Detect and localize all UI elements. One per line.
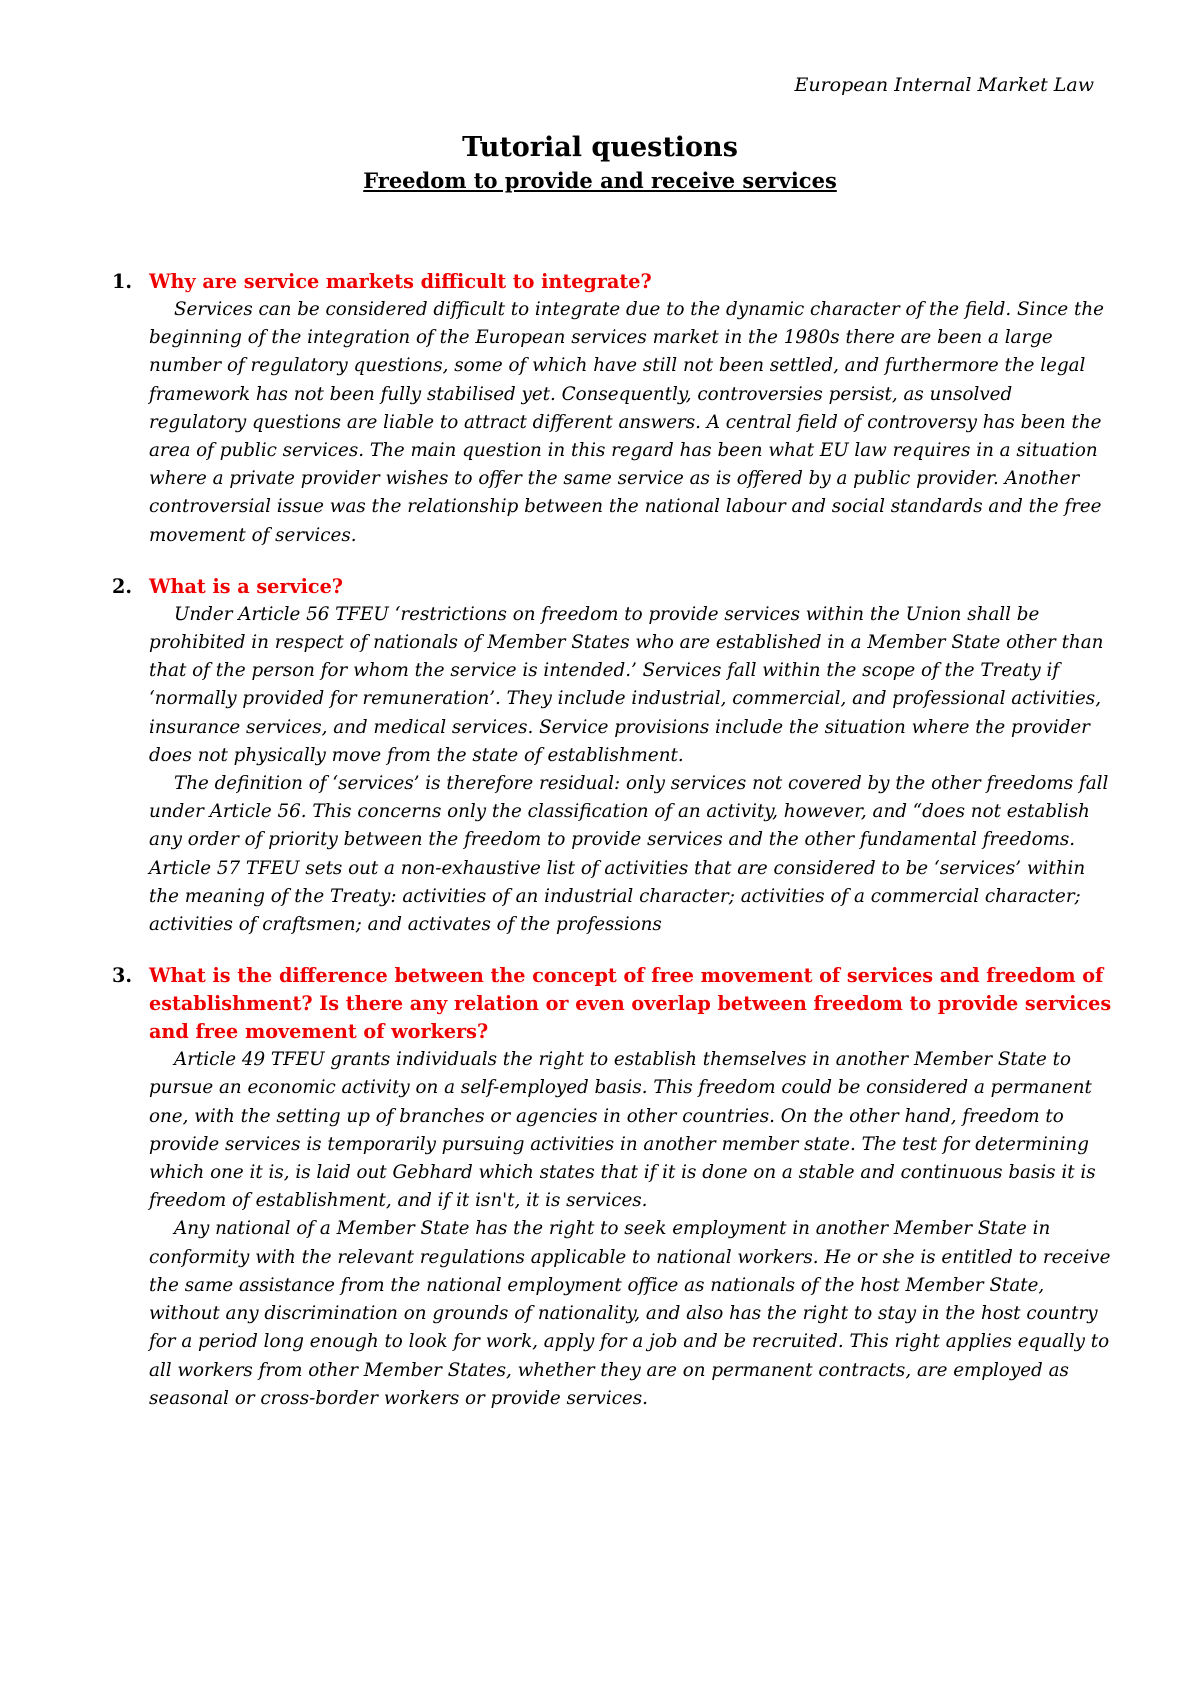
running-header: European Internal Market Law: [794, 74, 1094, 96]
page-subtitle: Freedom to provide and receive services: [363, 168, 837, 193]
question-text: What is a service?: [149, 574, 344, 598]
question-number: 3.: [112, 964, 133, 988]
question-list: [112, 268, 1112, 1436]
answer-paragraph: The definition of ‘services’ is therefore residual: only services not covered by the other freedoms fall under Article 56. This concerns only the classification of an activity, however, and “does not establish any order of priority between the freedom to provide services and the other fundamental freedoms. Article 57 TFEU sets out a non-exhaustive list of activities that are considered to be ‘services’ within the meaning of the Treaty: activities of an industrial character; activities of a commercial character; activities of craftsmen; and activates of the professions: [149, 773, 1109, 936]
question-text: What is the difference between the concept of free movement of services and freedom of establishment? Is there any relation or even overlap between freedom to provide services and free movement of workers?: [149, 964, 1112, 1044]
answer-paragraph: Under Article 56 TFEU ‘restrictions on freedom to provide services within the Union shall be prohibited in respect of nationals of Member States who are established in a Member State other than that of the person for whom the service is intended.’ Services fall within the scope of the Treaty if ‘normally provided for remuneration’. They include industrial, commercial, and professional activities, insurance services, and medical services. Service provisions include the situation where the provider does not physically move from the state of establishment.: [149, 603, 1104, 766]
question-number: 1.: [112, 270, 133, 293]
page-title: Tutorial questions: [462, 132, 738, 163]
question-number: 2.: [112, 574, 133, 598]
question-heading: [112, 962, 1112, 1046]
title-block: [0, 130, 1200, 196]
question-text: Why are service markets difficult to integrate?: [149, 270, 652, 293]
question-item: [112, 268, 1112, 550]
answer-paragraph: Article 49 TFEU grants individuals the right to establish themselves in another Member State to pursue an economic activity on a self-employed basis. This freedom could be considered a permanent one, with the setting up of branches or agencies in other countries. On the other hand, freedom to provide services is temporarily pursuing activities in another member state. The test for determining which one it is, is laid out Gebhard which states that if it is done on a stable and continuous basis it is freedom of establishment, and if it isn't, it is services.: [149, 1049, 1096, 1212]
question-heading: [112, 268, 1112, 296]
question-item: [112, 573, 1112, 939]
question-heading: [112, 573, 1112, 601]
question-item: [112, 962, 1112, 1413]
answer-paragraph: Services can be considered difficult to integrate due to the dynamic character of the field. Since the beginning of the integration of the European services market in the 1980s there are been a large number of regulatory questions, some of which have still not been settled, and furthermore the legal framework has not been fully stabilised yet. Consequently, controversies persist, as unsolved regulatory questions are liable to attract different answers. A central field of controversy has been the area of public services. The main question in this regard has been what EU law requires in a situation where a private provider wishes to offer the same service as is offered by a public provider. Another controversial issue was the relationship between the national labour and social standards and the free movement of services.: [149, 299, 1104, 546]
answer-paragraph: Any national of a Member State has the right to seek employment in another Member State in conformity with the relevant regulations applicable to national workers. He or she is entitled to receive the same assistance from the national employment office as nationals of the host Member State, without any discrimination on grounds of nationality, and also has the right to stay in the host country for a period long enough to look for work, apply for a job and be recruited. This right applies equally to all workers from other Member States, whether they are on permanent contracts, are employed as seasonal or cross-border workers or provide services.: [149, 1218, 1111, 1409]
